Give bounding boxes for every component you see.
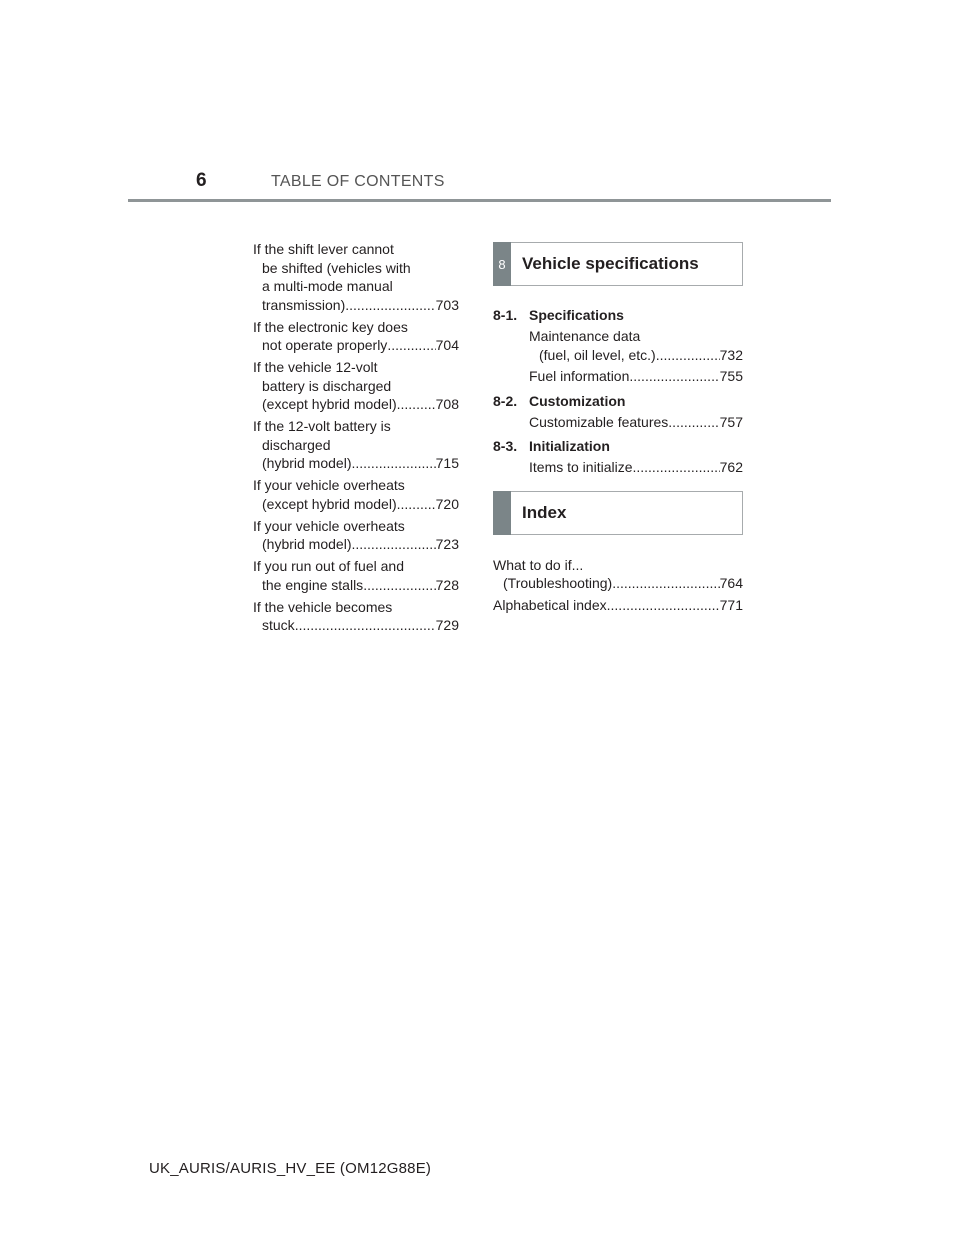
toc-entry-text: Items to initialize <box>529 459 633 475</box>
subsection-number: 8-3. <box>493 438 518 454</box>
toc-entry-line: If the vehicle becomes <box>253 598 393 615</box>
page-number: 6 <box>196 170 207 191</box>
toc-entry-text: (except hybrid model) <box>262 495 397 512</box>
toc-entry-text: (hybrid model) <box>262 455 352 471</box>
page-header <box>0 0 960 210</box>
toc-entry-text: (Troubleshooting) <box>503 575 613 591</box>
dot-leader <box>387 336 435 355</box>
toc-entry-line: a multi-mode manual <box>262 278 393 294</box>
toc-entry <box>529 367 743 386</box>
toc-entry-text: (fuel, oil level, etc.) <box>539 346 656 363</box>
toc-entry <box>253 318 459 355</box>
toc-page-number: 704 <box>435 337 459 353</box>
toc-entry-line: If the vehicle 12-volt <box>253 359 378 375</box>
toc-entry-last-line <box>253 336 459 355</box>
left-column <box>253 240 459 638</box>
dot-leader <box>295 616 436 635</box>
toc-entry-line: battery is discharged <box>262 377 392 394</box>
toc-entry-line: If you run out of fuel and <box>253 558 404 574</box>
toc-entry-line: If the 12-volt battery is <box>253 418 391 434</box>
toc-entry-line: Maintenance data <box>529 328 641 344</box>
toc-page-number: 729 <box>435 617 459 633</box>
toc-entry-last-line <box>253 395 459 414</box>
dot-leader <box>607 596 720 615</box>
toc-page-number: 720 <box>435 495 459 512</box>
index-body <box>493 556 743 615</box>
dot-leader <box>351 454 435 473</box>
subsection-number: 8-2. <box>493 392 518 409</box>
header-title: TABLE OF CONTENTS <box>271 173 445 190</box>
section-8-body <box>493 306 743 477</box>
toc-page-number: 703 <box>435 296 459 313</box>
dot-leader <box>612 574 719 593</box>
dot-leader <box>668 413 719 432</box>
toc-page-number: 728 <box>435 576 459 593</box>
toc-page-number: 771 <box>719 597 743 613</box>
toc-entry <box>529 458 743 477</box>
toc-entry-last-line <box>253 495 459 514</box>
toc-entry <box>493 556 743 593</box>
toc-entry-last-line <box>493 574 743 593</box>
toc-entry <box>253 476 459 513</box>
toc-entry-line: If the shift lever cannot <box>253 241 394 257</box>
toc-page-number: 762 <box>719 459 743 475</box>
toc-entry-text: stuck <box>262 617 295 633</box>
subsection-number: 8-1. <box>493 307 518 323</box>
toc-entry <box>253 417 459 473</box>
section-tab <box>493 491 511 535</box>
toc-entry-text: Alphabetical index <box>493 597 607 613</box>
toc-entry-last-line <box>529 346 743 365</box>
dot-leader <box>397 495 436 514</box>
toc-entry-line: be shifted (vehicles with <box>262 259 411 276</box>
toc-entry <box>529 327 743 364</box>
toc-entry-line: If your vehicle overheats <box>253 477 405 493</box>
subsection-heading <box>493 437 743 455</box>
toc-entry-text: Fuel information <box>529 368 630 384</box>
subsection-heading <box>493 392 743 410</box>
toc-page-number: 715 <box>435 455 459 471</box>
toc-entry-last-line <box>253 454 459 473</box>
dot-leader <box>363 576 435 595</box>
toc-page-number: 755 <box>719 368 743 384</box>
section-title: Vehicle specifications <box>522 254 699 273</box>
subsection-title: Customization <box>529 392 626 409</box>
toc-entry-text: (hybrid model) <box>262 536 352 552</box>
toc-entry-last-line <box>529 367 743 386</box>
toc-entry-last-line <box>253 616 459 635</box>
toc-page-number: 723 <box>435 536 459 552</box>
toc-entry-line: discharged <box>262 436 331 453</box>
dot-leader <box>345 296 435 315</box>
toc-entry <box>529 413 743 432</box>
toc-entry <box>253 598 459 635</box>
toc-entry-last-line <box>253 296 459 315</box>
dot-leader <box>632 458 719 477</box>
toc-entry-line: What to do if... <box>493 556 584 573</box>
footer-doc-code: UK_AURIS/AURIS_HV_EE (OM12G88E) <box>149 1160 432 1177</box>
section-8-header <box>493 242 743 286</box>
toc-entry <box>493 596 743 615</box>
toc-page-number: 757 <box>719 413 743 430</box>
index-header <box>493 491 743 535</box>
toc-entry-last-line <box>529 413 743 432</box>
toc-entry-last-line <box>493 596 743 615</box>
toc-entry-last-line <box>529 458 743 477</box>
toc-entry-text: the engine stalls <box>262 576 364 593</box>
header-rule <box>128 199 831 202</box>
dot-leader <box>656 346 720 365</box>
dot-leader <box>397 395 436 414</box>
toc-page-number: 708 <box>435 396 459 412</box>
toc-entry-text: transmission) <box>262 296 346 313</box>
toc-page-number: 764 <box>719 575 743 591</box>
dot-leader <box>351 535 435 554</box>
toc-page-number: 732 <box>719 346 743 363</box>
section-title: Index <box>522 502 567 522</box>
toc-entry-text: not operate properly <box>262 337 388 353</box>
toc-entry-line: If your vehicle overheats <box>253 517 405 534</box>
toc-entry-last-line <box>253 576 459 595</box>
toc-entry-text: (except hybrid model) <box>262 396 397 412</box>
toc-entry-text: Customizable features <box>529 413 669 430</box>
subsection-title: Initialization <box>529 438 610 454</box>
toc-entry-last-line <box>253 535 459 554</box>
toc-entry <box>253 517 459 554</box>
toc-entry <box>253 557 459 594</box>
right-column <box>493 242 743 618</box>
toc-entry-line: If the electronic key does <box>253 318 408 335</box>
toc-entry <box>253 358 459 414</box>
dot-leader <box>629 367 719 386</box>
subsection-title: Specifications <box>529 307 624 323</box>
toc-entry <box>253 240 459 314</box>
subsection-heading <box>493 306 743 324</box>
section-tab: 8 <box>493 242 511 286</box>
